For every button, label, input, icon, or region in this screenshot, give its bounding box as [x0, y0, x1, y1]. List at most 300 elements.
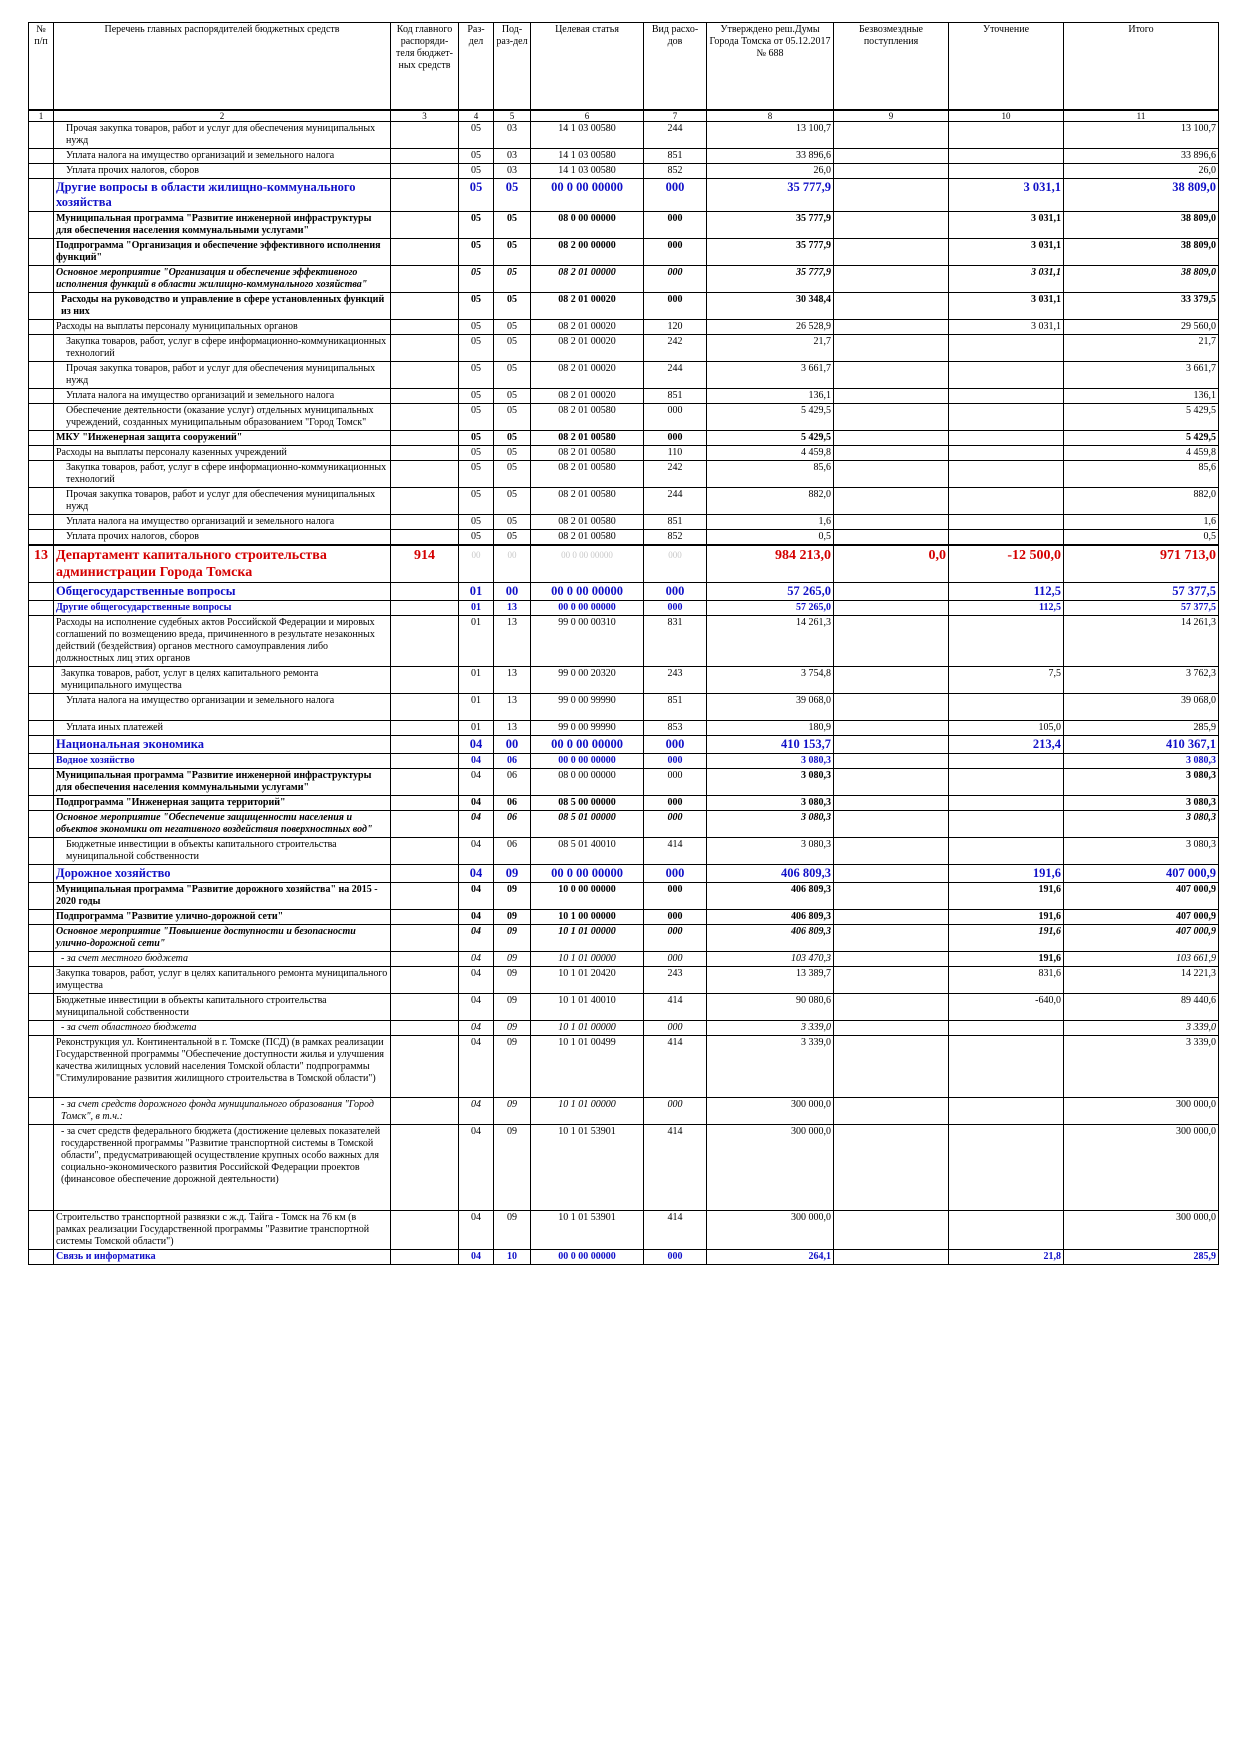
row-grants-cell — [834, 293, 949, 320]
row-expense-type-cell: 244 — [644, 488, 707, 515]
row-name-cell: МКУ "Инженерная защита сооружений" — [54, 431, 391, 446]
row-grants-cell — [834, 389, 949, 404]
row-section-cell: 04 — [459, 754, 494, 769]
table-row — [29, 545, 1219, 583]
table-row — [29, 320, 1219, 335]
row-target-article-cell: 08 2 01 00580 — [531, 530, 644, 546]
row-grants-cell — [834, 838, 949, 865]
row-code-cell — [391, 404, 459, 431]
budget-table — [28, 22, 1219, 1265]
row-approved-cell: 103 470,3 — [707, 952, 834, 967]
row-adjustment-cell: 191,6 — [949, 925, 1064, 952]
row-subsection-cell: 00 — [494, 545, 531, 583]
row-approved-cell: 3 080,3 — [707, 754, 834, 769]
row-target-article-cell: 08 2 01 00580 — [531, 431, 644, 446]
row-adjustment-cell — [949, 616, 1064, 667]
table-row — [29, 266, 1219, 293]
col-number: 8 — [707, 110, 834, 122]
row-adjustment-cell: 7,5 — [949, 667, 1064, 694]
row-name-cell: Расходы на исполнение судебных актов Российской Федерации и мировых соглашений по возмещению вреда, причиненного в результате незаконных действий (бездействия) органов местного самоуправления либо должностных лиц этих органов — [54, 616, 391, 667]
row-grants-cell — [834, 164, 949, 179]
row-name-cell: Расходы на выплаты персоналу казенных учреждений — [54, 446, 391, 461]
row-total-cell: 285,9 — [1064, 1250, 1219, 1265]
row-section-cell: 05 — [459, 320, 494, 335]
row-name-cell: Бюджетные инвестиции в объекты капитального строительства муниципальной собственности — [54, 838, 391, 865]
row-code-cell — [391, 796, 459, 811]
row-target-article-cell: 10 1 01 40010 — [531, 994, 644, 1021]
row-approved-cell: 882,0 — [707, 488, 834, 515]
row-total-cell: 3 080,3 — [1064, 754, 1219, 769]
row-grants-cell — [834, 212, 949, 239]
table-row — [29, 404, 1219, 431]
row-subsection-cell: 13 — [494, 601, 531, 616]
row-approved-cell: 5 429,5 — [707, 404, 834, 431]
row-approved-cell: 406 809,3 — [707, 883, 834, 910]
row-number-cell — [29, 293, 54, 320]
row-grants-cell — [834, 179, 949, 212]
row-code-cell — [391, 952, 459, 967]
row-name-cell: - за счет средств дорожного фонда муниципального образования "Город Томск", в т.ч.: — [54, 1098, 391, 1125]
row-subsection-cell: 05 — [494, 404, 531, 431]
row-subsection-cell: 13 — [494, 667, 531, 694]
col-header-adjustment: Уточнение — [949, 23, 1064, 111]
row-code-cell — [391, 865, 459, 883]
row-grants-cell — [834, 754, 949, 769]
row-approved-cell: 4 459,8 — [707, 446, 834, 461]
row-section-cell: 05 — [459, 335, 494, 362]
row-adjustment-cell — [949, 1021, 1064, 1036]
row-expense-type-cell: 000 — [644, 736, 707, 754]
row-name-cell: Основное мероприятие "Повышение доступности и безопасности улично-дорожной сети" — [54, 925, 391, 952]
row-section-cell: 05 — [459, 122, 494, 149]
row-number-cell — [29, 694, 54, 721]
row-section-cell: 04 — [459, 1036, 494, 1098]
row-approved-cell: 13 100,7 — [707, 122, 834, 149]
row-name-cell: Департамент капитального строительства администрации Города Томска — [54, 545, 391, 583]
col-number: 5 — [494, 110, 531, 122]
row-name-cell: Бюджетные инвестиции в объекты капитального строительства муниципальной собственности — [54, 994, 391, 1021]
row-section-cell: 04 — [459, 796, 494, 811]
row-grants-cell — [834, 515, 949, 530]
row-section-cell: 04 — [459, 736, 494, 754]
row-grants-cell — [834, 952, 949, 967]
table-row — [29, 796, 1219, 811]
row-name-cell: Муниципальная программа "Развитие инженерной инфраструктуры для обеспечения населения коммунальными услугами" — [54, 212, 391, 239]
row-code-cell — [391, 530, 459, 546]
row-name-cell: Уплата налога на имущество организации и земельного налога — [54, 694, 391, 721]
row-subsection-cell: 00 — [494, 736, 531, 754]
row-section-cell: 04 — [459, 1098, 494, 1125]
row-expense-type-cell: 000 — [644, 1250, 707, 1265]
row-adjustment-cell — [949, 488, 1064, 515]
row-adjustment-cell — [949, 769, 1064, 796]
row-adjustment-cell — [949, 530, 1064, 546]
row-total-cell: 407 000,9 — [1064, 883, 1219, 910]
row-adjustment-cell: 3 031,1 — [949, 266, 1064, 293]
row-approved-cell: 0,5 — [707, 530, 834, 546]
row-subsection-cell: 09 — [494, 1021, 531, 1036]
row-target-article-cell: 08 2 01 00020 — [531, 293, 644, 320]
col-number: 6 — [531, 110, 644, 122]
col-number: 9 — [834, 110, 949, 122]
row-total-cell: 3 080,3 — [1064, 838, 1219, 865]
row-target-article-cell: 00 0 00 00000 — [531, 1250, 644, 1265]
row-total-cell: 3 080,3 — [1064, 811, 1219, 838]
row-code-cell — [391, 1098, 459, 1125]
row-approved-cell: 35 777,9 — [707, 212, 834, 239]
row-adjustment-cell: 3 031,1 — [949, 320, 1064, 335]
row-section-cell: 04 — [459, 1125, 494, 1211]
row-expense-type-cell: 244 — [644, 362, 707, 389]
row-expense-type-cell: 000 — [644, 865, 707, 883]
row-number-cell — [29, 583, 54, 601]
row-expense-type-cell: 000 — [644, 811, 707, 838]
row-number-cell — [29, 754, 54, 769]
row-total-cell: 85,6 — [1064, 461, 1219, 488]
row-section-cell: 05 — [459, 179, 494, 212]
row-name-cell: Национальная экономика — [54, 736, 391, 754]
row-approved-cell: 3 080,3 — [707, 838, 834, 865]
row-approved-cell: 264,1 — [707, 1250, 834, 1265]
row-subsection-cell: 05 — [494, 389, 531, 404]
row-target-article-cell: 00 0 00 00000 — [531, 865, 644, 883]
row-approved-cell: 39 068,0 — [707, 694, 834, 721]
table-row — [29, 601, 1219, 616]
row-section-cell: 00 — [459, 545, 494, 583]
row-name-cell: Прочая закупка товаров, работ и услуг для обеспечения муниципальных нужд — [54, 122, 391, 149]
row-name-cell: Уплата прочих налогов, сборов — [54, 164, 391, 179]
row-name-cell: Связь и информатика — [54, 1250, 391, 1265]
row-number-cell — [29, 736, 54, 754]
row-grants-cell — [834, 239, 949, 266]
row-total-cell: 57 377,5 — [1064, 583, 1219, 601]
row-code-cell — [391, 488, 459, 515]
row-section-cell: 05 — [459, 164, 494, 179]
row-subsection-cell: 09 — [494, 925, 531, 952]
row-section-cell: 05 — [459, 362, 494, 389]
row-number-cell — [29, 266, 54, 293]
table-row — [29, 667, 1219, 694]
row-number-cell — [29, 865, 54, 883]
row-target-article-cell: 10 1 00 00000 — [531, 910, 644, 925]
row-total-cell: 971 713,0 — [1064, 545, 1219, 583]
row-section-cell: 04 — [459, 769, 494, 796]
row-approved-cell: 406 809,3 — [707, 865, 834, 883]
row-expense-type-cell: 000 — [644, 212, 707, 239]
row-number-cell — [29, 212, 54, 239]
row-total-cell: 300 000,0 — [1064, 1098, 1219, 1125]
row-name-cell: Расходы на выплаты персоналу муниципальных органов — [54, 320, 391, 335]
row-approved-cell: 180,9 — [707, 721, 834, 736]
row-total-cell: 38 809,0 — [1064, 266, 1219, 293]
row-code-cell — [391, 736, 459, 754]
row-section-cell: 04 — [459, 994, 494, 1021]
row-subsection-cell: 03 — [494, 149, 531, 164]
row-section-cell: 04 — [459, 952, 494, 967]
row-section-cell: 04 — [459, 811, 494, 838]
row-approved-cell: 3 080,3 — [707, 811, 834, 838]
row-subsection-cell: 09 — [494, 1098, 531, 1125]
row-subsection-cell: 05 — [494, 515, 531, 530]
row-subsection-cell: 09 — [494, 994, 531, 1021]
row-target-article-cell: 99 0 00 99990 — [531, 721, 644, 736]
row-total-cell: 38 809,0 — [1064, 212, 1219, 239]
row-approved-cell: 90 080,6 — [707, 994, 834, 1021]
row-name-cell: Основное мероприятие "Обеспечение защищенности населения и объектов экономики от негативного воздействия поверхностных вод" — [54, 811, 391, 838]
row-target-article-cell: 00 0 00 00000 — [531, 179, 644, 212]
row-total-cell: 136,1 — [1064, 389, 1219, 404]
row-number-cell — [29, 1211, 54, 1250]
row-target-article-cell: 08 2 01 00020 — [531, 362, 644, 389]
table-row — [29, 952, 1219, 967]
row-grants-cell — [834, 530, 949, 546]
table-row — [29, 769, 1219, 796]
row-adjustment-cell: 3 031,1 — [949, 212, 1064, 239]
row-expense-type-cell: 414 — [644, 1211, 707, 1250]
row-total-cell: 407 000,9 — [1064, 925, 1219, 952]
row-subsection-cell: 13 — [494, 616, 531, 667]
row-adjustment-cell — [949, 164, 1064, 179]
row-subsection-cell: 03 — [494, 164, 531, 179]
row-approved-cell: 300 000,0 — [707, 1098, 834, 1125]
row-section-cell: 05 — [459, 389, 494, 404]
row-grants-cell — [834, 736, 949, 754]
row-number-cell — [29, 149, 54, 164]
row-code-cell — [391, 616, 459, 667]
row-subsection-cell: 09 — [494, 1211, 531, 1250]
table-row — [29, 389, 1219, 404]
row-adjustment-cell — [949, 362, 1064, 389]
row-section-cell: 05 — [459, 530, 494, 546]
row-adjustment-cell — [949, 461, 1064, 488]
row-approved-cell: 35 777,9 — [707, 179, 834, 212]
row-section-cell: 04 — [459, 838, 494, 865]
row-name-cell: Прочая закупка товаров, работ и услуг для обеспечения муниципальных нужд — [54, 488, 391, 515]
col-header-target-article: Целевая статья — [531, 23, 644, 111]
row-adjustment-cell — [949, 335, 1064, 362]
row-code-cell — [391, 515, 459, 530]
row-target-article-cell: 00 0 00 00000 — [531, 736, 644, 754]
row-expense-type-cell: 000 — [644, 1021, 707, 1036]
row-expense-type-cell: 414 — [644, 838, 707, 865]
row-approved-cell: 57 265,0 — [707, 601, 834, 616]
row-target-article-cell: 10 1 01 53901 — [531, 1211, 644, 1250]
row-code-cell: 914 — [391, 545, 459, 583]
row-number-cell — [29, 910, 54, 925]
row-name-cell: - за счет местного бюджета — [54, 952, 391, 967]
table-row — [29, 179, 1219, 212]
row-code-cell — [391, 883, 459, 910]
row-approved-cell: 57 265,0 — [707, 583, 834, 601]
row-name-cell: Подпрограмма "Развитие улично-дорожной сети" — [54, 910, 391, 925]
row-section-cell: 04 — [459, 1250, 494, 1265]
col-header-expense-type: Вид расхо-дов — [644, 23, 707, 111]
row-target-article-cell: 10 1 01 00000 — [531, 1021, 644, 1036]
row-total-cell: 26,0 — [1064, 164, 1219, 179]
table-row — [29, 925, 1219, 952]
row-total-cell: 3 080,3 — [1064, 769, 1219, 796]
budget-table-body — [29, 122, 1219, 1265]
row-subsection-cell: 05 — [494, 362, 531, 389]
row-number-cell — [29, 335, 54, 362]
row-name-cell: Уплата иных платежей — [54, 721, 391, 736]
row-subsection-cell: 06 — [494, 796, 531, 811]
row-subsection-cell: 09 — [494, 1036, 531, 1098]
row-subsection-cell: 05 — [494, 488, 531, 515]
row-total-cell: 3 661,7 — [1064, 362, 1219, 389]
row-name-cell: Уплата налога на имущество организаций и земельного налога — [54, 389, 391, 404]
row-total-cell: 14 221,3 — [1064, 967, 1219, 994]
row-adjustment-cell: -12 500,0 — [949, 545, 1064, 583]
row-grants-cell — [834, 362, 949, 389]
row-expense-type-cell: 000 — [644, 601, 707, 616]
row-approved-cell: 136,1 — [707, 389, 834, 404]
column-number-row — [29, 110, 1219, 122]
table-row — [29, 431, 1219, 446]
row-number-cell — [29, 883, 54, 910]
row-grants-cell — [834, 1021, 949, 1036]
row-number-cell — [29, 461, 54, 488]
row-expense-type-cell: 000 — [644, 545, 707, 583]
row-section-cell: 05 — [459, 515, 494, 530]
row-total-cell: 3 080,3 — [1064, 796, 1219, 811]
row-section-cell: 05 — [459, 266, 494, 293]
row-code-cell — [391, 769, 459, 796]
row-subsection-cell: 13 — [494, 721, 531, 736]
col-header-grants: Безвозмездные поступления — [834, 23, 949, 111]
row-total-cell: 4 459,8 — [1064, 446, 1219, 461]
row-number-cell — [29, 796, 54, 811]
table-row — [29, 122, 1219, 149]
row-target-article-cell: 08 0 00 00000 — [531, 769, 644, 796]
row-expense-type-cell: 852 — [644, 530, 707, 546]
row-expense-type-cell: 242 — [644, 335, 707, 362]
row-subsection-cell: 09 — [494, 967, 531, 994]
row-total-cell: 38 809,0 — [1064, 179, 1219, 212]
row-code-cell — [391, 583, 459, 601]
row-expense-type-cell: 000 — [644, 925, 707, 952]
row-name-cell: Расходы на руководство и управление в сфере установленных функций из них — [54, 293, 391, 320]
row-expense-type-cell: 000 — [644, 266, 707, 293]
row-grants-cell — [834, 122, 949, 149]
row-subsection-cell: 09 — [494, 865, 531, 883]
row-adjustment-cell: 21,8 — [949, 1250, 1064, 1265]
row-number-cell — [29, 320, 54, 335]
row-target-article-cell: 00 0 00 00000 — [531, 583, 644, 601]
table-row — [29, 239, 1219, 266]
row-code-cell — [391, 1125, 459, 1211]
row-expense-type-cell: 853 — [644, 721, 707, 736]
row-subsection-cell: 06 — [494, 769, 531, 796]
row-name-cell: Прочая закупка товаров, работ и услуг для обеспечения муниципальных нужд — [54, 362, 391, 389]
col-header-no: № п/п — [29, 23, 54, 111]
row-adjustment-cell: 3 031,1 — [949, 179, 1064, 212]
row-grants-cell — [834, 1250, 949, 1265]
col-number: 7 — [644, 110, 707, 122]
row-adjustment-cell — [949, 838, 1064, 865]
row-code-cell — [391, 1250, 459, 1265]
row-number-cell — [29, 122, 54, 149]
row-code-cell — [391, 601, 459, 616]
row-section-cell: 05 — [459, 239, 494, 266]
row-target-article-cell: 08 2 01 00580 — [531, 461, 644, 488]
table-row — [29, 488, 1219, 515]
row-approved-cell: 300 000,0 — [707, 1125, 834, 1211]
row-number-cell — [29, 1036, 54, 1098]
row-code-cell — [391, 754, 459, 769]
row-subsection-cell: 05 — [494, 461, 531, 488]
table-row — [29, 1036, 1219, 1098]
row-subsection-cell: 05 — [494, 266, 531, 293]
row-name-cell: Общегосударственные вопросы — [54, 583, 391, 601]
row-name-cell: Закупка товаров, работ, услуг в целях капитального ремонта муниципального имущества — [54, 667, 391, 694]
row-code-cell — [391, 721, 459, 736]
row-expense-type-cell: 000 — [644, 293, 707, 320]
table-row — [29, 838, 1219, 865]
row-section-cell: 05 — [459, 293, 494, 320]
col-number: 11 — [1064, 110, 1219, 122]
row-target-article-cell: 00 0 00 00000 — [531, 754, 644, 769]
row-total-cell: 410 367,1 — [1064, 736, 1219, 754]
row-expense-type-cell: 244 — [644, 122, 707, 149]
row-approved-cell: 85,6 — [707, 461, 834, 488]
row-target-article-cell: 08 5 01 40010 — [531, 838, 644, 865]
row-code-cell — [391, 461, 459, 488]
row-target-article-cell: 08 5 00 00000 — [531, 796, 644, 811]
row-grants-cell — [834, 1098, 949, 1125]
row-grants-cell: 0,0 — [834, 545, 949, 583]
row-number-cell — [29, 446, 54, 461]
row-expense-type-cell: 242 — [644, 461, 707, 488]
row-target-article-cell: 14 1 03 00580 — [531, 122, 644, 149]
row-expense-type-cell: 000 — [644, 910, 707, 925]
row-adjustment-cell — [949, 811, 1064, 838]
row-approved-cell: 35 777,9 — [707, 239, 834, 266]
row-code-cell — [391, 667, 459, 694]
row-number-cell — [29, 1250, 54, 1265]
row-total-cell: 1,6 — [1064, 515, 1219, 530]
row-subsection-cell: 09 — [494, 883, 531, 910]
col-header-section: Раз-дел — [459, 23, 494, 111]
row-grants-cell — [834, 320, 949, 335]
row-total-cell: 5 429,5 — [1064, 404, 1219, 431]
row-approved-cell: 3 080,3 — [707, 769, 834, 796]
col-header-code: Код главного распоряди-теля бюджет-ных средств — [391, 23, 459, 111]
row-subsection-cell: 06 — [494, 754, 531, 769]
table-row — [29, 1125, 1219, 1211]
row-number-cell — [29, 994, 54, 1021]
row-code-cell — [391, 910, 459, 925]
row-target-article-cell: 10 1 01 00000 — [531, 952, 644, 967]
row-code-cell — [391, 293, 459, 320]
row-expense-type-cell: 120 — [644, 320, 707, 335]
row-total-cell: 29 560,0 — [1064, 320, 1219, 335]
row-section-cell: 01 — [459, 583, 494, 601]
row-section-cell: 04 — [459, 967, 494, 994]
row-approved-cell: 3 339,0 — [707, 1036, 834, 1098]
row-number-cell — [29, 164, 54, 179]
table-row — [29, 736, 1219, 754]
row-subsection-cell: 05 — [494, 431, 531, 446]
row-expense-type-cell: 243 — [644, 967, 707, 994]
row-total-cell: 3 339,0 — [1064, 1021, 1219, 1036]
row-approved-cell: 1,6 — [707, 515, 834, 530]
row-grants-cell — [834, 1211, 949, 1250]
row-adjustment-cell — [949, 1098, 1064, 1125]
row-subsection-cell: 09 — [494, 1125, 531, 1211]
row-section-cell: 01 — [459, 667, 494, 694]
row-total-cell: 0,5 — [1064, 530, 1219, 546]
